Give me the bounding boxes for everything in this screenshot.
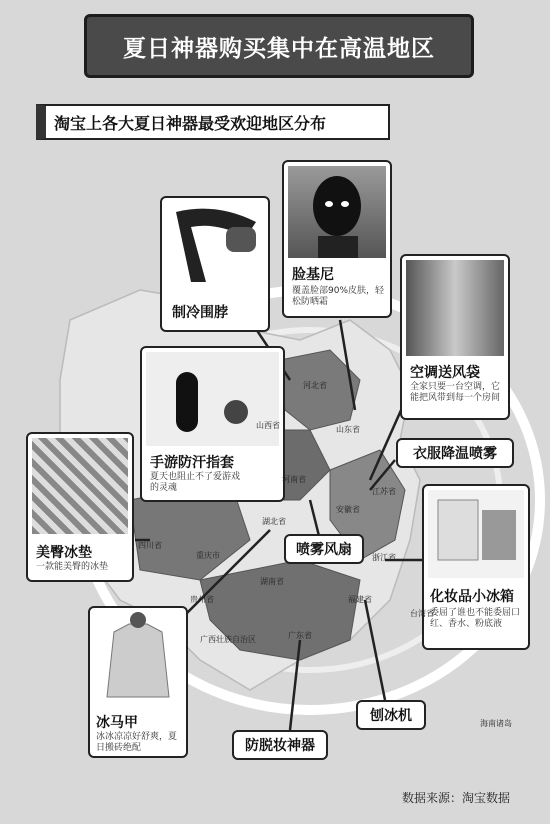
card-ice-pad bbox=[26, 432, 134, 582]
province-label: 浙江省 bbox=[372, 553, 396, 562]
card-desc: 覆盖脸部90%皮肤，轻松防晒霜 bbox=[292, 286, 385, 307]
province-label: 江苏省 bbox=[372, 487, 396, 496]
province-label: 湖南省 bbox=[260, 577, 284, 586]
label-shaved-ice-machine: 刨冰机 bbox=[356, 700, 426, 730]
card-label: 冰马甲 bbox=[96, 715, 138, 731]
province-label: 山东省 bbox=[336, 425, 360, 434]
card-label: 空调送风袋 bbox=[410, 365, 480, 381]
province-label: 广东省 bbox=[288, 631, 312, 640]
card-label: 化妆品小冰箱 bbox=[430, 589, 514, 605]
ac-bag-photo bbox=[406, 260, 504, 356]
page-subtitle: 淘宝上各大夏日神器最受欢迎地区分布 bbox=[36, 104, 390, 140]
label-clothes-spray: 衣服降温喷雾 bbox=[396, 438, 514, 468]
province-label: 重庆市 bbox=[196, 551, 220, 560]
card-desc: 全家只要一台空调，它能把风带到每一个房间 bbox=[410, 382, 501, 403]
card-mini-fridge bbox=[422, 484, 530, 650]
card-desc: 夏天也阻止不了爱游戏的灵魂 bbox=[150, 472, 241, 493]
province-label: 台湾省 bbox=[410, 609, 434, 618]
facekini-icon bbox=[288, 166, 386, 258]
card-desc: 委屈了谁也不能委屈口红、香水、粉底液 bbox=[430, 608, 521, 629]
card-label: 手游防汗指套 bbox=[150, 455, 234, 471]
card-ice-vest bbox=[88, 606, 188, 758]
province-label: 安徽省 bbox=[336, 505, 360, 514]
card-label: 脸基尼 bbox=[292, 267, 334, 283]
mini-fridge-icon bbox=[428, 490, 524, 578]
scarf-photo bbox=[166, 202, 264, 292]
province-label: 河北省 bbox=[303, 381, 327, 390]
card-facekini bbox=[282, 160, 392, 318]
finger-sleeve-photo bbox=[146, 352, 279, 446]
facekini-photo bbox=[288, 166, 386, 258]
card-desc: 冰冰凉凉好舒爽，夏日搬砖绝配 bbox=[96, 732, 178, 753]
card-cooling-scarf bbox=[160, 196, 270, 332]
province-label: 四川省 bbox=[138, 541, 162, 550]
data-source: 数据来源：淘宝数据 bbox=[401, 791, 510, 805]
card-label: 美臀冰垫 bbox=[36, 545, 92, 561]
province-label: 贵州省 bbox=[190, 595, 214, 604]
label-makeup-setting: 防脱妆神器 bbox=[232, 730, 328, 760]
page-title: 夏日神器购买集中在高温地区 bbox=[84, 14, 474, 78]
mini-fridge-photo bbox=[428, 490, 524, 578]
ice-vest-photo bbox=[94, 612, 182, 704]
card-desc: 一款能美臀的冰垫 bbox=[36, 562, 109, 572]
province-label: 福建省 bbox=[348, 595, 372, 604]
province-label: 广西壮族自治区 bbox=[200, 635, 256, 644]
province-label: 海南诸岛 bbox=[480, 719, 512, 728]
ice-pad-photo bbox=[32, 438, 128, 534]
province-label: 山西省 bbox=[256, 421, 280, 430]
card-ac-bag bbox=[400, 254, 510, 420]
province-label: 湖北省 bbox=[262, 517, 286, 526]
label-spray-fan: 喷雾风扇 bbox=[284, 534, 364, 564]
province-label: 河南省 bbox=[282, 475, 306, 484]
card-label: 制冷围脖 bbox=[172, 305, 228, 321]
ice-vest-icon bbox=[94, 612, 182, 704]
finger-sleeve-icon bbox=[146, 352, 279, 446]
scarf-icon bbox=[166, 202, 264, 292]
